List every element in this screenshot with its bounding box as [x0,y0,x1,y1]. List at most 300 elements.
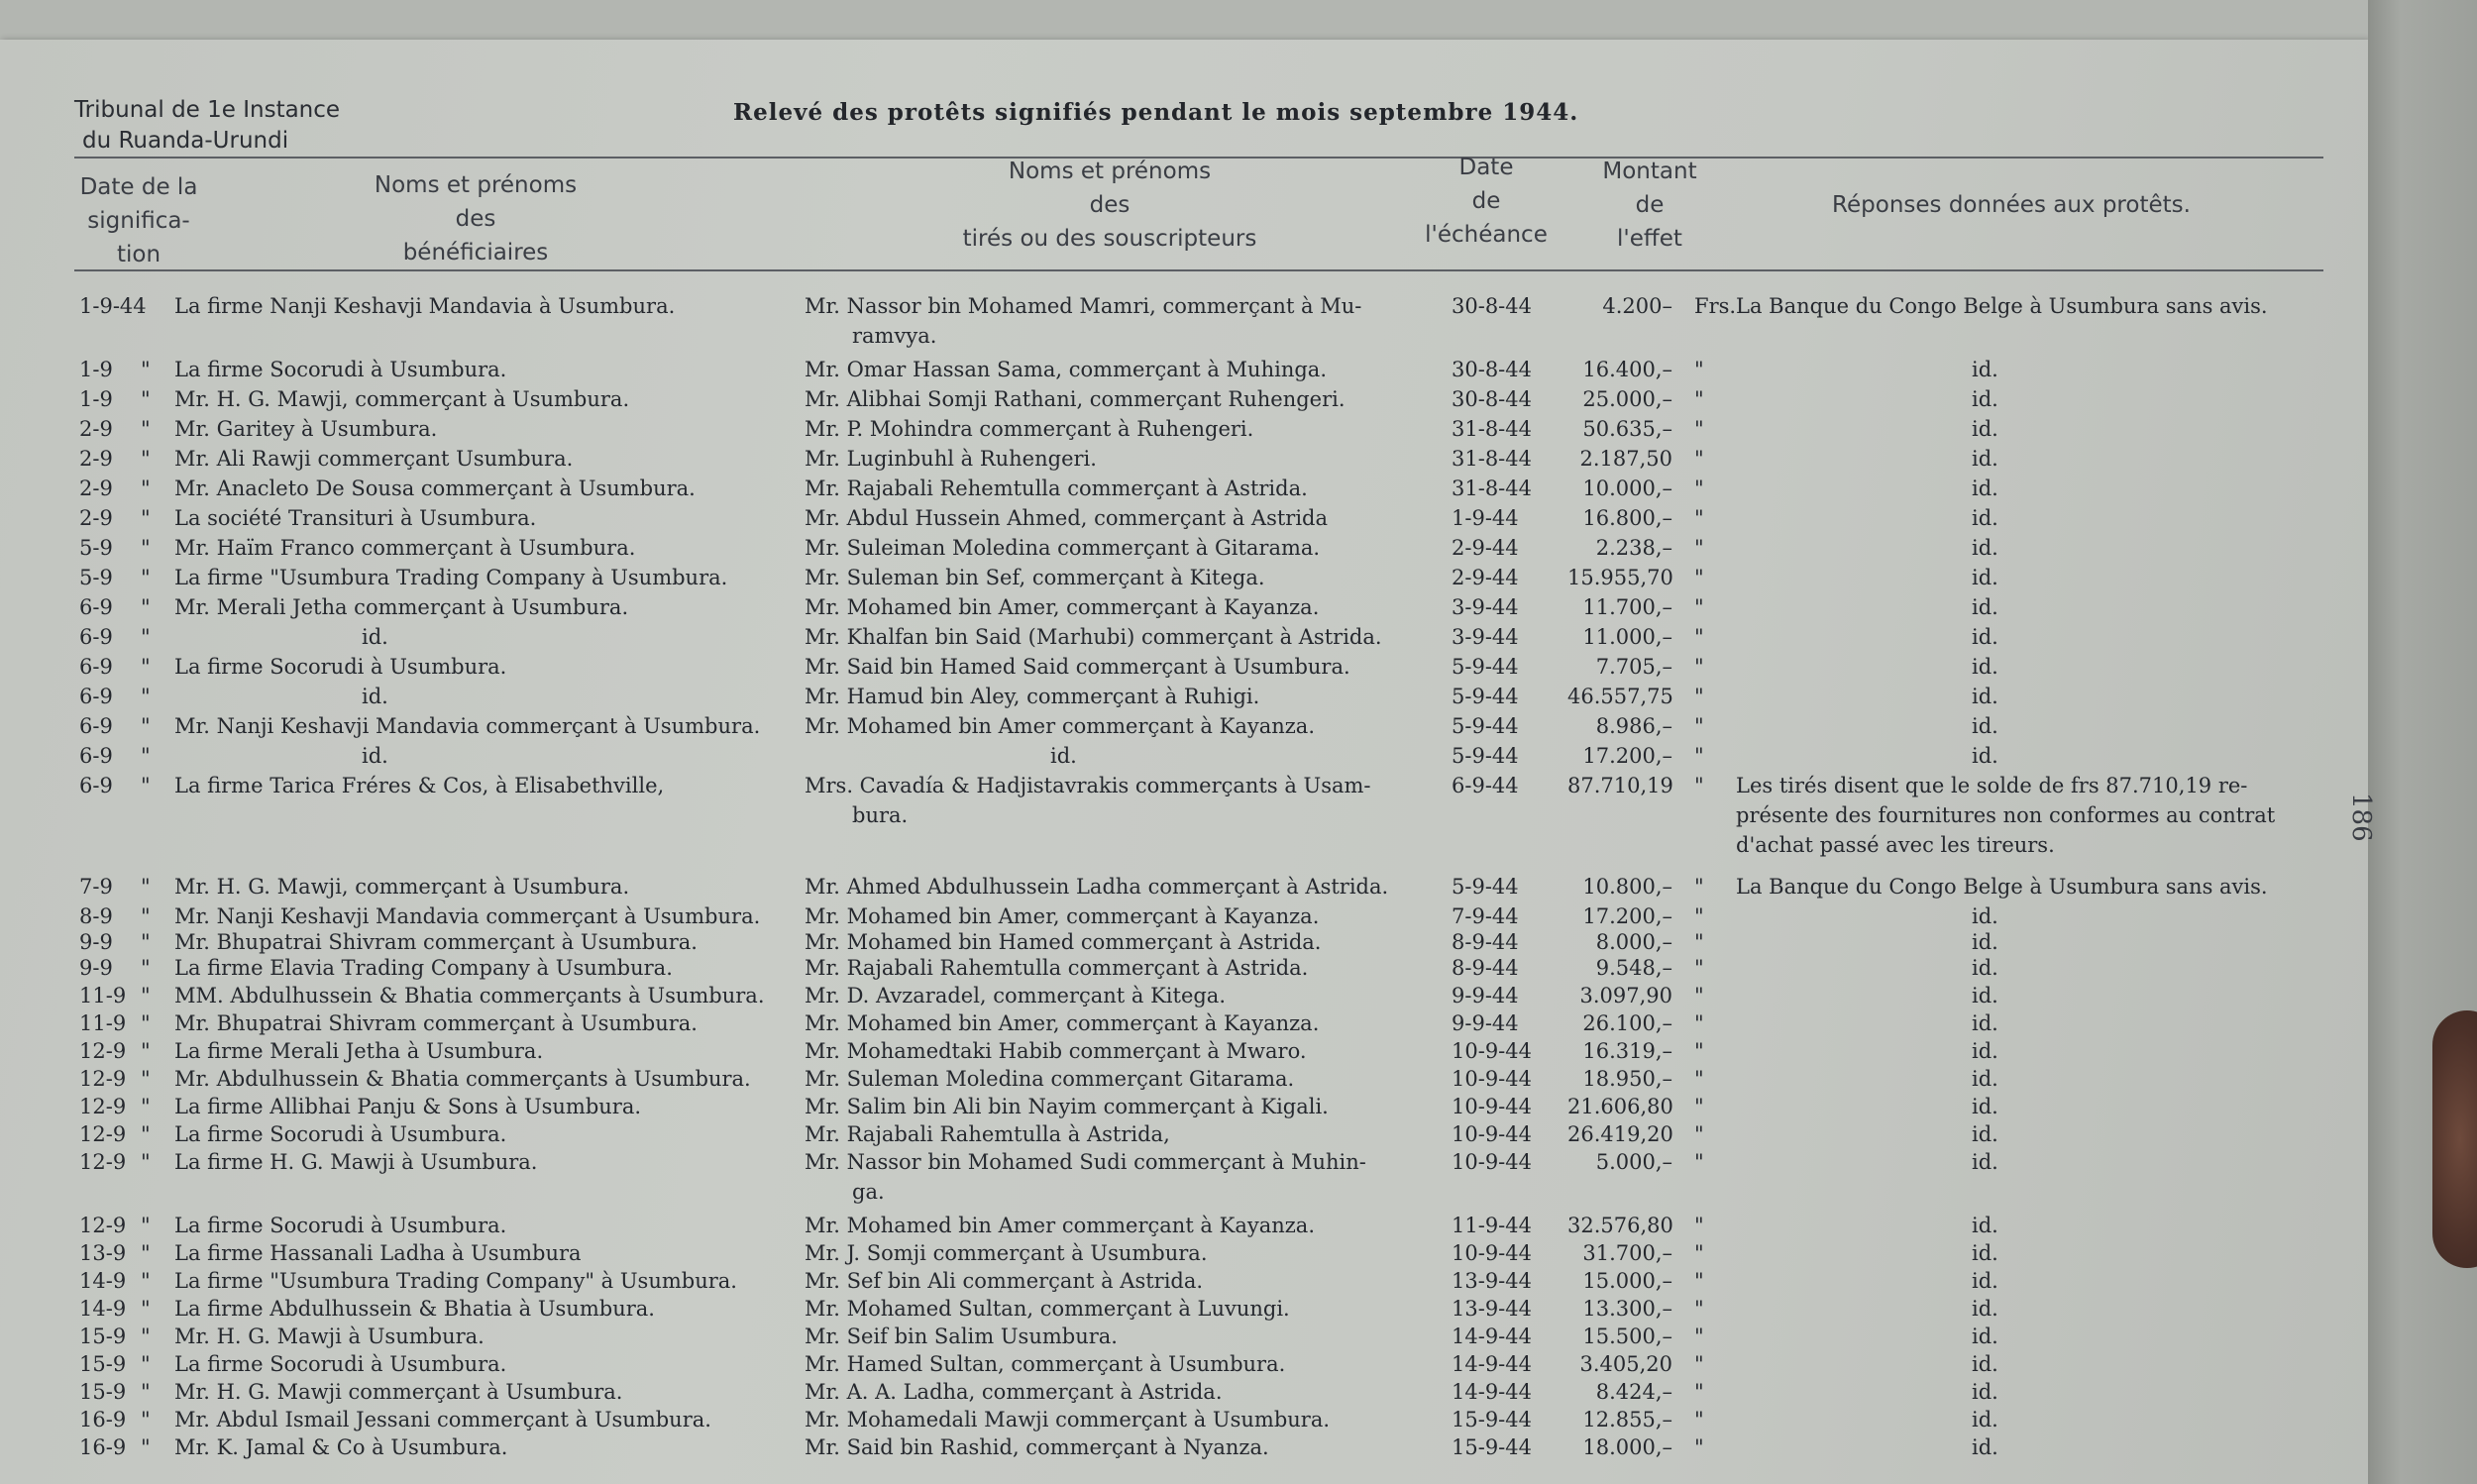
drawee-name: Mrs. Cavadía & Hadjistavrakis commerçants à Usam- [805,774,1371,797]
protest-response: id. [1972,1352,1998,1376]
ditto-mark: " [141,904,151,928]
ditto-mark: " [141,875,151,899]
ditto-mark: " [141,655,151,679]
bill-amount: 10.000,– [1582,477,1672,500]
beneficiary-name: La firme Socorudi à Usumbura. [174,1122,507,1146]
drawee-name: Mr. Mohamed bin Amer, commerçant à Kayanza. [805,595,1320,619]
signification-date: 16-9 [79,1435,127,1459]
bill-amount: 15.000,– [1582,1269,1672,1293]
protest-response: id. [1972,1039,1998,1063]
ditto-mark: " [141,625,151,649]
bill-amount: 11.700,– [1582,595,1672,619]
ditto-mark: " [141,566,151,589]
signification-date: 12-9 [79,1122,127,1146]
ditto-mark: " [141,1214,151,1237]
signification-date: 6-9 [79,655,113,679]
table-row [0,474,2358,507]
currency-mark: " [1694,1241,1704,1265]
due-date: 11-9-44 [1452,1214,1532,1237]
currency-mark: " [1694,714,1704,738]
beneficiary-name: Mr. Garitey à Usumbura. [174,417,438,441]
currency-mark: " [1694,1297,1704,1321]
protest-response: id. [1972,1011,1998,1035]
signification-date: 14-9 [79,1269,127,1293]
currency-mark: " [1694,774,1704,797]
drawee-name: Mr. Suleiman Moledina commerçant à Gitarama. [805,536,1321,560]
bill-amount: 26.419,20 [1567,1122,1673,1146]
ditto-mark: " [141,714,151,738]
table-row [0,592,2358,626]
drawee-name: Mr. Rajabali Rehemtulla commerçant à Astrida. [805,477,1308,500]
signification-date: 9-9 [79,930,113,954]
drawee-name-continued: ga. [852,1180,885,1204]
due-date: 6-9-44 [1452,774,1519,797]
signification-date: 6-9 [79,595,113,619]
bill-amount: 5.000,– [1595,1150,1672,1174]
drawee-name: id. [1050,744,1077,768]
table-row [0,563,2358,596]
drawee-name: Mr. D. Avzaradel, commerçant à Kitega. [805,984,1227,1007]
signification-date: 9-9 [79,956,113,980]
bill-amount: 21.606,80 [1567,1095,1673,1118]
protest-response: id. [1972,744,1998,768]
drawee-name: Mr. Mohamed bin Amer, commerçant à Kayanza. [805,1011,1320,1035]
due-date: 14-9-44 [1452,1380,1532,1404]
ditto-mark: " [141,1297,151,1321]
bill-amount: 46.557,75 [1567,685,1673,708]
currency-mark: " [1694,1011,1704,1035]
due-date: 10-9-44 [1452,1039,1532,1063]
signification-date: 1-9-44 [79,294,147,318]
signification-date: 1-9 [79,387,113,411]
drawee-name: Mr. Mohamed bin Hamed commerçant à Astrida. [805,930,1322,954]
bill-amount: 26.100,– [1582,1011,1672,1035]
ditto-mark: " [141,417,151,441]
drawee-name-continued: bura. [852,803,909,827]
ditto-mark: " [141,956,151,980]
bill-amount: 11.000,– [1582,625,1672,649]
protest-response: id. [1972,1214,1998,1237]
drawee-name: Mr. Said bin Hamed Said commerçant à Usumbura. [805,655,1350,679]
signification-date: 5-9 [79,536,113,560]
drawee-name: Mr. Mohamed bin Amer commerçant à Kayanza. [805,714,1316,738]
due-date: 30-8-44 [1452,358,1532,381]
signification-date: 8-9 [79,904,113,928]
table-row [0,682,2358,715]
bill-amount: 87.710,19 [1567,774,1673,797]
bill-amount: 15.955,70 [1567,566,1673,589]
protest-response: id. [1972,1269,1998,1293]
signification-date: 16-9 [79,1408,127,1431]
protest-response: id. [1972,387,1998,411]
protest-response: id. [1972,956,1998,980]
beneficiary-name: Mr. Nanji Keshavji Mandavia commerçant à Usumbura. [174,904,761,928]
due-date: 30-8-44 [1452,294,1532,318]
table-row [0,503,2358,537]
currency-mark: " [1694,477,1704,500]
table-row [0,872,2358,905]
signification-date: 6-9 [79,625,113,649]
currency-mark: " [1694,1095,1704,1118]
currency-mark: Frs. [1694,294,1737,318]
column-header-echeance: Date de l'échéance [1425,155,1548,248]
header-bottom-rule [74,269,2323,271]
protest-response: id. [1972,1325,1998,1348]
signification-date: 15-9 [79,1352,127,1376]
signification-date: 5-9 [79,566,113,589]
currency-mark: " [1694,930,1704,954]
currency-mark: " [1694,447,1704,471]
protest-response: Les tirés disent que le solde de frs 87.710,19 re- [1736,774,2248,797]
protest-response: id. [1972,566,1998,589]
signification-date: 15-9 [79,1325,127,1348]
due-date: 7-9-44 [1452,904,1519,928]
due-date: 14-9-44 [1452,1352,1532,1376]
currency-mark: " [1694,1325,1704,1348]
protest-response: id. [1972,685,1998,708]
drawee-name: Mr. Sef bin Ali commerçant à Astrida. [805,1269,1204,1293]
drawee-name: Mr. Mohamedali Mawji commerçant à Usumbura. [805,1408,1331,1431]
bill-amount: 2.238,– [1595,536,1672,560]
currency-mark: " [1694,1122,1704,1146]
due-date: 30-8-44 [1452,387,1532,411]
protest-response: id. [1972,655,1998,679]
drawee-name: Mr. Mohamed bin Amer commerçant à Kayanza. [805,1214,1316,1237]
ditto-mark: " [141,506,151,530]
drawee-name: Mr. Said bin Rashid, commerçant à Nyanza. [805,1435,1269,1459]
protest-response: id. [1972,1067,1998,1091]
table-row [0,1432,2358,1466]
ditto-mark: " [141,447,151,471]
due-date: 5-9-44 [1452,714,1519,738]
currency-mark: " [1694,1408,1704,1431]
due-date: 5-9-44 [1452,875,1519,899]
beneficiary-name: Mr. Abdulhussein & Bhatia commerçants à Usumbura. [174,1067,751,1091]
protest-response: id. [1972,1435,1998,1459]
bill-amount: 18.000,– [1582,1435,1672,1459]
beneficiary-name: La firme Socorudi à Usumbura. [174,655,507,679]
table-row [0,771,2358,857]
bill-amount: 8.000,– [1595,930,1672,954]
bill-amount: 17.200,– [1582,744,1672,768]
due-date: 2-9-44 [1452,566,1519,589]
currency-mark: " [1694,358,1704,381]
ditto-mark: " [141,1325,151,1348]
ditto-mark: " [141,1269,151,1293]
column-header-montant: Montant de l'effet [1602,159,1697,252]
due-date: 10-9-44 [1452,1241,1532,1265]
currency-mark: " [1694,536,1704,560]
drawee-name: Mr. Alibhai Somji Rathani, commerçant Ruhengeri. [805,387,1346,411]
protest-response: id. [1972,930,1998,954]
currency-mark: " [1694,595,1704,619]
table-row [0,291,2358,348]
bill-amount: 8.986,– [1595,714,1672,738]
signification-date: 14-9 [79,1297,127,1321]
protest-response: id. [1972,1380,1998,1404]
due-date: 8-9-44 [1452,930,1519,954]
currency-mark: " [1694,904,1704,928]
beneficiary-name: Mr. Abdul Ismail Jessani commerçant à Usumbura. [174,1408,711,1431]
ditto-mark: " [141,984,151,1007]
beneficiary-name: Mr. K. Jamal & Co à Usumbura. [174,1435,508,1459]
bill-amount: 9.548,– [1595,956,1672,980]
bill-amount: 32.576,80 [1567,1214,1673,1237]
currency-mark: " [1694,506,1704,530]
bill-amount: 18.950,– [1582,1067,1672,1091]
protest-response: id. [1972,1095,1998,1118]
bill-amount: 17.200,– [1582,904,1672,928]
due-date: 15-9-44 [1452,1408,1532,1431]
drawee-name: Mr. P. Mohindra commerçant à Ruhengeri. [805,417,1254,441]
beneficiary-name: La société Transituri à Usumbura. [174,506,537,530]
table-row [0,414,2358,448]
signification-date: 6-9 [79,685,113,708]
drawee-name-continued: ramvya. [852,324,937,348]
protest-response: id. [1972,1122,1998,1146]
currency-mark: " [1694,655,1704,679]
ditto-mark: " [141,1380,151,1404]
drawee-name: Mr. J. Somji commerçant à Usumbura. [805,1241,1208,1265]
column-header-reponses: Réponses données aux protêts. [1832,192,2191,218]
due-date: 5-9-44 [1452,655,1519,679]
protest-response: id. [1972,904,1998,928]
table-row [0,652,2358,686]
bill-amount: 10.800,– [1582,875,1672,899]
currency-mark: " [1694,956,1704,980]
drawee-name: Mr. Hamed Sultan, commerçant à Usumbura. [805,1352,1286,1376]
protest-response-continued: présente des fournitures non conformes au contrat [1736,803,2276,827]
due-date: 2-9-44 [1452,536,1519,560]
table-row [0,444,2358,477]
beneficiary-name: La firme Merali Jetha à Usumbura. [174,1039,544,1063]
beneficiary-name: La firme "Usumbura Trading Company" à Usumbura. [174,1269,737,1293]
ditto-mark: " [141,1150,151,1174]
beneficiary-name: MM. Abdulhussein & Bhatia commerçants à Usumbura. [174,984,765,1007]
ditto-mark: " [141,1408,151,1431]
beneficiary-name: Mr. Anacleto De Sousa commerçant à Usumbura. [174,477,696,500]
ditto-mark: " [141,1122,151,1146]
drawee-name: Mr. Mohamed Sultan, commerçant à Luvungi. [805,1297,1290,1321]
currency-mark: " [1694,387,1704,411]
currency-mark: " [1694,1380,1704,1404]
due-date: 10-9-44 [1452,1095,1532,1118]
protest-response: id. [1972,447,1998,471]
due-date: 3-9-44 [1452,595,1519,619]
drawee-name: Mr. Hamud bin Aley, commerçant à Ruhigi. [805,685,1260,708]
bill-amount: 8.424,– [1595,1380,1672,1404]
bill-amount: 12.855,– [1582,1408,1672,1431]
protest-response: La Banque du Congo Belge à Usumbura sans avis. [1736,875,2268,899]
table-row [0,622,2358,656]
signification-date: 12-9 [79,1214,127,1237]
signification-date: 6-9 [79,774,113,797]
due-date: 14-9-44 [1452,1325,1532,1348]
due-date: 13-9-44 [1452,1269,1532,1293]
due-date: 31-8-44 [1452,417,1532,441]
currency-mark: " [1694,984,1704,1007]
beneficiary-name: Mr. Bhupatrai Shivram commerçant à Usumbura. [174,930,698,954]
signification-date: 11-9 [79,1011,127,1035]
ditto-mark: " [141,595,151,619]
protest-response: id. [1972,984,1998,1007]
ditto-mark: " [141,1241,151,1265]
beneficiary-name: La firme "Usumbura Trading Company à Usumbura. [174,566,728,589]
bill-amount: 31.700,– [1582,1241,1672,1265]
due-date: 9-9-44 [1452,1011,1519,1035]
protest-response: id. [1972,1150,1998,1174]
tribunal-heading [74,95,340,157]
signification-date: 13-9 [79,1241,127,1265]
ditto-mark: " [141,1011,151,1035]
ditto-mark: " [141,1435,151,1459]
signification-date: 12-9 [79,1150,127,1174]
column-header-beneficiaires: Noms et prénoms des bénéficiaires [374,172,578,265]
ditto-mark: " [141,477,151,500]
drawee-name: Mr. Suleman bin Sef, commerçant à Kitega. [805,566,1265,589]
beneficiary-name: La firme Tarica Fréres & Cos, à Elisabethville, [174,774,665,797]
beneficiary-name: id. [362,685,388,708]
drawee-name: Mr. Ahmed Abdulhussein Ladha commerçant à Astrida. [805,875,1389,899]
signification-date: 1-9 [79,358,113,381]
column-header-date: Date de la significa- tion [79,174,198,267]
protest-response: id. [1972,1297,1998,1321]
table-row [0,384,2358,418]
table-row [0,355,2358,388]
due-date: 8-9-44 [1452,956,1519,980]
due-date: 9-9-44 [1452,984,1519,1007]
drawee-name: Mr. Nassor bin Mohamed Sudi commerçant à Muhin- [805,1150,1366,1174]
due-date: 5-9-44 [1452,744,1519,768]
signification-date: 12-9 [79,1039,127,1063]
protest-response: id. [1972,358,1998,381]
beneficiary-name: Mr. H. G. Mawji à Usumbura. [174,1325,485,1348]
ditto-mark: " [141,685,151,708]
drawee-name: Mr. Mohamed bin Amer, commerçant à Kayanza. [805,904,1320,928]
currency-mark: " [1694,1214,1704,1237]
drawee-name: Mr. Luginbuhl à Ruhengeri. [805,447,1097,471]
beneficiary-name: La firme H. G. Mawji à Usumbura. [174,1150,538,1174]
beneficiary-name: Mr. H. G. Mawji, commerçant à Usumbura. [174,875,630,899]
beneficiary-name: id. [362,625,388,649]
bill-amount: 50.635,– [1582,417,1672,441]
currency-mark: " [1694,566,1704,589]
currency-mark: " [1694,1150,1704,1174]
due-date: 15-9-44 [1452,1435,1532,1459]
protest-response: id. [1972,536,1998,560]
protest-response-continued: d'achat passé avec les tireurs. [1736,833,2055,857]
protest-response: id. [1972,506,1998,530]
due-date: 5-9-44 [1452,685,1519,708]
drawee-name: Mr. Suleman Moledina commerçant Gitarama. [805,1067,1295,1091]
beneficiary-name: La firme Elavia Trading Company à Usumbura. [174,956,673,980]
protest-response: id. [1972,625,1998,649]
protest-response: id. [1972,1408,1998,1431]
due-date: 1-9-44 [1452,506,1519,530]
protest-response: id. [1972,595,1998,619]
beneficiary-name: La firme Allibhai Panju & Sons à Usumbura. [174,1095,642,1118]
bill-amount: 16.400,– [1582,358,1672,381]
bill-amount: 15.500,– [1582,1325,1672,1348]
bill-amount: 16.800,– [1582,506,1672,530]
due-date: 10-9-44 [1452,1122,1532,1146]
ditto-mark: " [141,744,151,768]
beneficiary-name: Mr. Merali Jetha commerçant à Usumbura. [174,595,629,619]
protest-response: La Banque du Congo Belge à Usumbura sans avis. [1736,294,2268,318]
document-title: Relevé des protêts signifiés pendant le mois septembre 1944. [733,99,1579,126]
drawee-name: Mr. Khalfan bin Said (Marhubi) commerçant à Astrida. [805,625,1382,649]
ditto-mark: " [141,387,151,411]
signification-date: 12-9 [79,1095,127,1118]
ditto-mark: " [141,1352,151,1376]
signification-date: 12-9 [79,1067,127,1091]
protest-response: id. [1972,714,1998,738]
tribunal-line-1: Tribunal de 1e Instance [74,97,341,123]
beneficiary-name: La firme Socorudi à Usumbura. [174,1352,507,1376]
ditto-mark: " [141,930,151,954]
signification-date: 2-9 [79,477,113,500]
currency-mark: " [1694,685,1704,708]
beneficiary-name: La firme Hassanali Ladha à Usumbura [174,1241,582,1265]
signification-date: 15-9 [79,1380,127,1404]
due-date: 3-9-44 [1452,625,1519,649]
currency-mark: " [1694,1039,1704,1063]
beneficiary-name: Mr. H. G. Mawji, commerçant à Usumbura. [174,387,630,411]
bill-amount: 2.187,50 [1579,447,1672,471]
bill-amount: 3.097,90 [1579,984,1672,1007]
currency-mark: " [1694,1352,1704,1376]
bill-amount: 7.705,– [1595,655,1672,679]
ditto-mark: " [141,1067,151,1091]
currency-mark: " [1694,625,1704,649]
signification-date: 2-9 [79,506,113,530]
beneficiary-name: Mr. H. G. Mawji commerçant à Usumbura. [174,1380,623,1404]
beneficiary-name: La firme Abdulhussein & Bhatia à Usumbura. [174,1297,655,1321]
beneficiary-name: Mr. Nanji Keshavji Mandavia commerçant à Usumbura. [174,714,761,738]
currency-mark: " [1694,1269,1704,1293]
thumb-shadow [2432,1010,2477,1268]
signification-date: 2-9 [79,447,113,471]
table-row [0,1147,2358,1204]
signification-date: 6-9 [79,744,113,768]
due-date: 10-9-44 [1452,1067,1532,1091]
table-row [0,741,2358,775]
protest-response: id. [1972,477,1998,500]
bill-amount: 13.300,– [1582,1297,1672,1321]
protest-response: id. [1972,417,1998,441]
drawee-name: Mr. Mohamedtaki Habib commerçant à Mwaro. [805,1039,1307,1063]
ditto-mark: " [141,1039,151,1063]
page-number: 186 [2346,793,2376,842]
currency-mark: " [1694,1067,1704,1091]
protest-response: id. [1972,1241,1998,1265]
drawee-name: Mr. Salim bin Ali bin Nayim commerçant à Kigali. [805,1095,1329,1118]
drawee-name: Mr. A. A. Ladha, commerçant à Astrida. [805,1380,1223,1404]
signification-date: 11-9 [79,984,127,1007]
beneficiary-name: La firme Socorudi à Usumbura. [174,358,507,381]
due-date: 31-8-44 [1452,447,1532,471]
currency-mark: " [1694,744,1704,768]
ditto-mark: " [141,358,151,381]
ditto-mark: " [141,774,151,797]
due-date: 10-9-44 [1452,1150,1532,1174]
bill-amount: 3.405,20 [1579,1352,1672,1376]
due-date: 31-8-44 [1452,477,1532,500]
bill-amount: 16.319,– [1582,1039,1672,1063]
beneficiary-name: Mr. Ali Rawji commerçant Usumbura. [174,447,574,471]
beneficiary-name: Mr. Bhupatrai Shivram commerçant à Usumbura. [174,1011,698,1035]
bill-amount: 25.000,– [1582,387,1672,411]
